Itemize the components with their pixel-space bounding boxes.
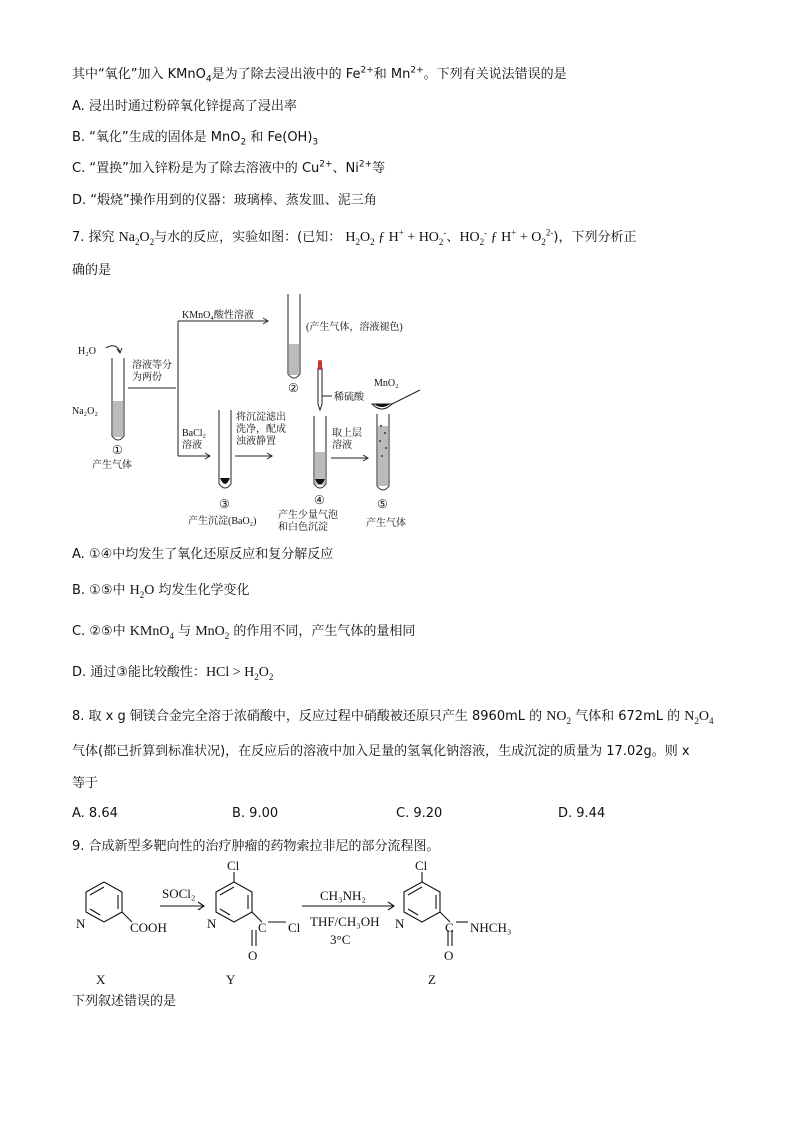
q8-option-c[interactable]: C. 9.20: [396, 806, 443, 821]
svg-text:产生气体: 产生气体: [92, 460, 132, 471]
svg-text:KMnO₄酸性溶液: KMnO₄酸性溶液: [182, 310, 254, 321]
q7-option-a[interactable]: A. ①④中均发生了氧化还原反应和复分解反应: [72, 547, 334, 562]
synthesis-scheme: [64, 856, 544, 991]
svg-text:C: C: [258, 920, 267, 935]
svg-text:Z: Z: [428, 972, 436, 987]
svg-text:产生气体: 产生气体: [366, 518, 406, 529]
svg-text:N: N: [395, 916, 405, 931]
svg-text:Cl: Cl: [227, 858, 240, 873]
svg-text:CH₃NH₂: CH₃NH₂: [320, 888, 366, 903]
svg-text:溶液: 溶液: [332, 440, 352, 451]
svg-text:产生少量气泡: 产生少量气泡: [278, 510, 338, 521]
svg-text:MnO₂: MnO₂: [374, 378, 399, 389]
experiment-diagram: [70, 286, 430, 536]
svg-text:浊液静置: 浊液静置: [236, 436, 276, 447]
svg-text:SOCl₂: SOCl₂: [162, 886, 196, 901]
q6-option-d[interactable]: D. “煅烧”操作用到的仪器：玻璃棒、蒸发皿、泥三角: [72, 193, 377, 208]
svg-text:溶液等分: 溶液等分: [132, 360, 172, 371]
svg-text:取上层: 取上层: [332, 428, 362, 439]
q7-option-b[interactable]: B. ①⑤中 $H_2O$ 均发生化学变化: [72, 583, 250, 600]
svg-text:N: N: [76, 916, 86, 931]
pyridine-ring-z: [404, 882, 440, 922]
test-tube-3: [219, 410, 231, 488]
svg-text:BaCl₂: BaCl₂: [182, 428, 207, 439]
q8-option-a[interactable]: A. 8.64: [72, 806, 118, 821]
intro-line: 其中“氧化”加入 KMnO$_4$是为了除去浸出液中的 $Fe^{2+}$和 $Mn^{2+}$。下列有关说法错误的是: [72, 65, 567, 85]
svg-text:洗净，配成: 洗净，配成: [236, 424, 286, 435]
q8-option-b[interactable]: B. 9.00: [232, 806, 279, 821]
arrow-h2o: [106, 346, 120, 352]
q6-option-a[interactable]: A. 浸出时通过粉碎氧化锌提高了浸出率: [72, 99, 297, 114]
svg-text:产生沉淀(BaO₂): 产生沉淀(BaO₂): [188, 516, 257, 527]
svg-text:H₂O: H₂O: [78, 346, 96, 357]
svg-text:N: N: [207, 916, 217, 931]
dropper: [318, 368, 322, 410]
q8-option-d[interactable]: D. 9.44: [558, 806, 606, 821]
q6-option-c[interactable]: C. “置换”加入锌粉是为了除去溶液中的 $Cu^{2+}$、$Ni^{2+}$等: [72, 159, 386, 176]
svg-text:②: ②: [288, 381, 299, 395]
svg-text:Cl: Cl: [288, 920, 301, 935]
dropper-bulb: [318, 360, 322, 370]
svg-text:COOH: COOH: [130, 920, 167, 935]
svg-text:稀硫酸: 稀硫酸: [334, 392, 364, 403]
q6-option-b[interactable]: B. “氧化”生成的固体是 MnO$_2$ 和 $Fe(OH)_3$: [72, 130, 319, 148]
svg-text:溶液: 溶液: [182, 440, 202, 451]
svg-text:O: O: [248, 948, 258, 963]
svg-text:⑤: ⑤: [377, 497, 388, 511]
svg-text:C: C: [445, 920, 454, 935]
q8-stem-line1: 8. 取 x g 铜镁合金完全溶于浓硝酸中，反应过程中硝酸被还原只产生 8960mL 的 $NO_2$ 气体和 672mL 的 $N_2O_4$: [72, 709, 714, 726]
svg-text:为两份: 为两份: [132, 372, 162, 383]
svg-text:Y: Y: [226, 972, 236, 987]
svg-text:Na₂O₂: Na₂O₂: [72, 406, 98, 417]
svg-text:①: ①: [112, 443, 123, 457]
q8-stem-line2: 气体(都已折算到标准状况)，在反应后的溶液中加入足量的氢氧化钠溶液，生成沉淀的质量为 17.02g。则 x: [72, 744, 690, 759]
q7-stem-line2: 确的是: [72, 263, 112, 278]
svg-text:(产生气体，溶液褪色): (产生气体，溶液褪色): [306, 322, 403, 333]
pyridine-ring-x: [86, 882, 122, 922]
svg-text:④: ④: [314, 493, 325, 507]
q7-stem: 7. 探究 $Na_2O_2$与水的反应，实验如图：(已知： $H_2O_2$ ƒ $H^+ + HO_2^-$、$HO_2^-$ ƒ $H^+ + O_2^{2-}$)，下列分析正: [72, 227, 637, 247]
pyridine-ring-y: [216, 882, 252, 922]
svg-text:3°C: 3°C: [330, 932, 351, 947]
q9-stem: 9. 合成新型多靶向性的治疗肿瘤的药物索拉非尼的部分流程图。: [72, 839, 440, 854]
svg-text:X: X: [96, 972, 106, 987]
svg-text:将沉淀滤出: 将沉淀滤出: [236, 412, 286, 423]
svg-text:③: ③: [219, 497, 230, 511]
q8-stem-line3: 等于: [72, 776, 99, 791]
q7-option-d[interactable]: D. 通过③能比较酸性：HCl > $H_2O_2$: [72, 665, 274, 682]
q7-option-c[interactable]: C. ②⑤中 KMnO$_4$ 与 MnO$_2$ 的作用不同，产生气体的量相同: [72, 624, 416, 641]
svg-text:THF/CH₃OH: THF/CH₃OH: [310, 914, 380, 929]
svg-text:NHCH₃: NHCH₃: [470, 920, 512, 935]
svg-text:Cl: Cl: [415, 858, 428, 873]
svg-text:O: O: [444, 948, 454, 963]
svg-text:和白色沉淀: 和白色沉淀: [278, 522, 328, 533]
q9-tail: 下列叙述错误的是: [72, 994, 177, 1009]
